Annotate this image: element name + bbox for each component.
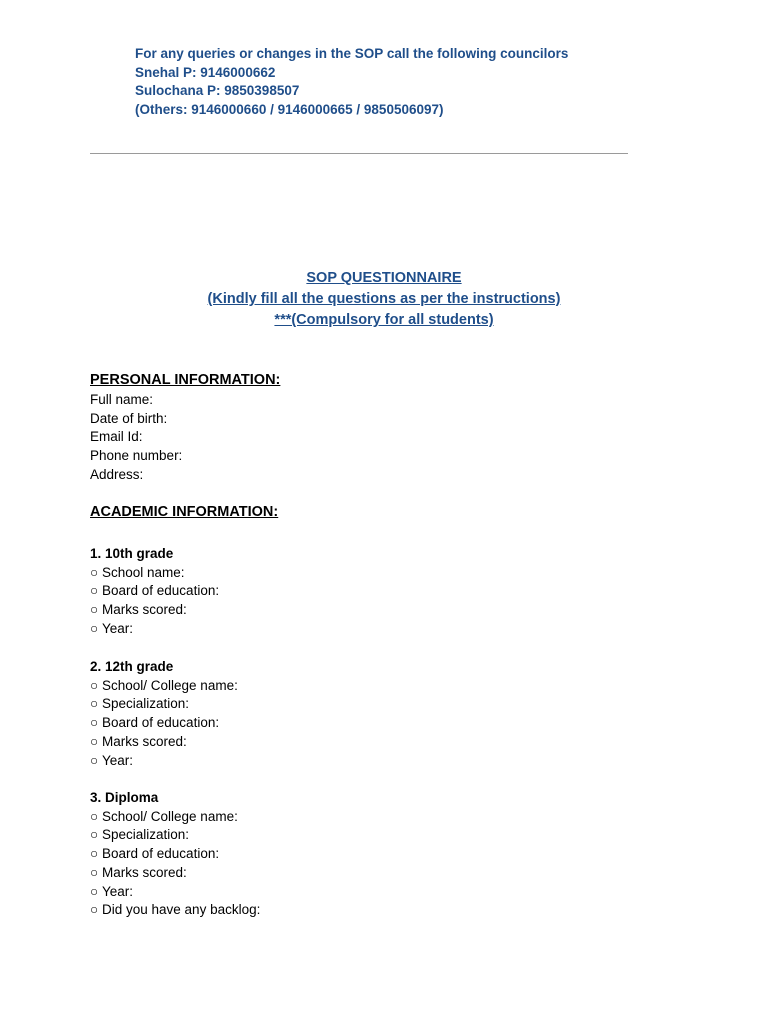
bullet-icon: ○	[90, 752, 99, 768]
questionnaire-instruction: (Kindly fill all the questions as per the instructions)	[207, 291, 561, 307]
list-item: ○ Year:	[90, 620, 219, 639]
list-item: ○ Did you have any backlog:	[90, 901, 260, 920]
field-full-name: Full name:	[90, 392, 154, 407]
horizontal-divider	[90, 153, 628, 154]
contact-snehal: Snehal P: 9146000662	[135, 64, 276, 80]
field-address: Address:	[90, 466, 144, 482]
list-item: ○ Year:	[90, 883, 260, 902]
bullet-icon: ○	[90, 864, 99, 880]
bullet-icon: ○	[90, 733, 99, 749]
personal-info-heading: PERSONAL INFORMATION:	[90, 372, 281, 388]
list-item: ○ Marks scored:	[90, 733, 238, 752]
bullet-icon: ○	[90, 564, 99, 580]
bullet-icon: ○	[90, 808, 99, 824]
list-item: ○ Marks scored:	[90, 864, 260, 883]
list-item: ○ Board of education:	[90, 582, 219, 601]
field-email-id: Email Id:	[90, 429, 143, 445]
counselor-contact-block	[135, 45, 568, 120]
contact-intro: For any queries or changes in the SOP call the following councilors	[135, 46, 569, 61]
list-item: ○ Board of education:	[90, 714, 238, 733]
list-item: ○ Specialization:	[90, 695, 238, 714]
personal-info-fields	[90, 391, 182, 485]
field-phone-number: Phone number:	[90, 448, 183, 464]
questionnaire-compulsory-note: ***(Compulsory for all students)	[274, 312, 494, 328]
contact-others: (Others: 9146000660 / 9146000665 / 9850506097)	[135, 102, 444, 118]
list-item: ○ Year:	[90, 752, 238, 771]
list-item: ○ Specialization:	[90, 826, 260, 845]
academic-info-heading: ACADEMIC INFORMATION:	[90, 504, 279, 520]
bullet-icon: ○	[90, 677, 99, 693]
questionnaire-title: SOP QUESTIONNAIRE	[306, 270, 462, 286]
field-date-of-birth: Date of birth:	[90, 410, 168, 426]
bullet-icon: ○	[90, 883, 99, 899]
diploma-section	[90, 789, 260, 920]
contact-sulochana: Sulochana P: 9850398507	[135, 83, 300, 99]
list-item: ○ School/ College name:	[90, 677, 238, 696]
bullet-icon: ○	[90, 696, 99, 712]
grade12-section	[90, 658, 238, 770]
grade10-title: 1. 10th grade	[90, 546, 174, 561]
grade10-section	[90, 545, 219, 639]
list-item: ○ Marks scored:	[90, 601, 219, 620]
bullet-icon: ○	[90, 602, 99, 618]
bullet-icon: ○	[90, 715, 99, 731]
bullet-icon: ○	[90, 902, 99, 918]
bullet-icon: ○	[90, 846, 99, 862]
list-item: ○ School name:	[90, 564, 219, 583]
bullet-icon: ○	[90, 620, 99, 636]
list-item: ○ School/ College name:	[90, 808, 260, 827]
grade12-title: 2. 12th grade	[90, 659, 174, 674]
diploma-title: 3. Diploma	[90, 790, 159, 805]
bullet-icon: ○	[90, 827, 99, 843]
bullet-icon: ○	[90, 583, 99, 599]
list-item: ○ Board of education:	[90, 845, 260, 864]
